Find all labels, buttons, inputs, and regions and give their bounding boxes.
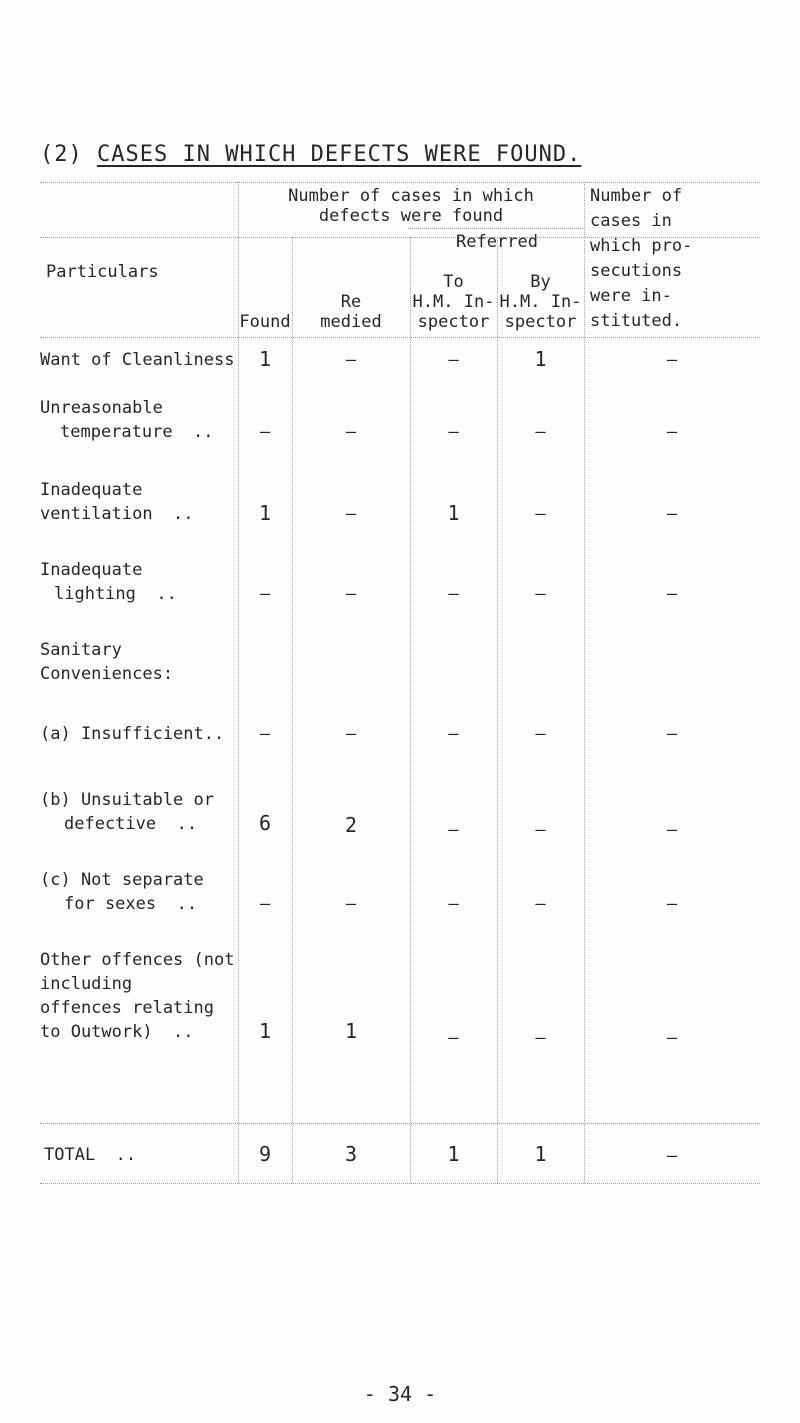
row-label-unsuitable-line2: defective .. — [64, 814, 198, 834]
header-prosecutions-line4: secutions — [590, 261, 683, 281]
cell-referred-to: — — [448, 1028, 459, 1048]
cell-prosecutions: — — [666, 504, 678, 524]
table-header-bottom-rule — [40, 337, 760, 338]
cell-remedied: 2 — [344, 813, 358, 837]
cell-prosecutions: — — [666, 894, 678, 914]
row-label-other-line2: including — [40, 974, 133, 994]
cell-referred-to: — — [448, 350, 459, 370]
total-found: 9 — [258, 1142, 272, 1166]
cell-found: 1 — [258, 501, 272, 525]
header-to-line3: spector — [417, 312, 490, 332]
cell-prosecutions: — — [666, 350, 678, 370]
header-prosecutions-line3: which pro- — [590, 236, 693, 256]
cell-referred-by: — — [535, 820, 546, 840]
row-label-sanitary-line2: Conveniences: — [40, 664, 174, 684]
cell-referred-to: — — [448, 584, 459, 604]
total-referred-to: 1 — [447, 1142, 460, 1166]
cell-prosecutions: — — [666, 584, 678, 604]
header-group-line1: Number of cases in which — [288, 186, 534, 206]
row-label-unsuitable-line1: (b) Unsuitable or — [40, 790, 214, 810]
cell-remedied: — — [345, 504, 357, 524]
table-total-rule — [40, 1123, 760, 1124]
header-by-line1: By — [530, 272, 551, 292]
row-label-lighting-line1: Inadequate — [40, 560, 143, 580]
row-label-other-line3: offences relating — [40, 998, 214, 1018]
cell-prosecutions: — — [666, 422, 678, 442]
table-bottom-rule — [40, 1183, 760, 1184]
row-label-other-line1: Other offences (not — [40, 950, 235, 970]
cell-found: 1 — [258, 347, 272, 371]
header-to-line2: H.M. In- — [412, 292, 495, 312]
header-prosecutions-line5: were in- — [590, 286, 672, 306]
cell-referred-to: — — [448, 820, 459, 840]
cell-found: — — [259, 422, 271, 442]
header-referred: Referred — [456, 232, 538, 252]
cell-prosecutions: — — [666, 724, 678, 744]
header-remedied-line2: medied — [320, 312, 382, 332]
col-rule-found — [292, 237, 293, 1183]
header-group-line2: defects were found — [318, 206, 504, 226]
cell-found: — — [259, 584, 271, 604]
row-label-separate-line2: for sexes .. — [64, 894, 198, 914]
cell-referred-by: — — [535, 894, 546, 914]
row-label-lighting-line2: lighting .. — [54, 584, 177, 604]
header-to-line1: To — [443, 272, 464, 292]
header-remedied-line1: Re — [340, 292, 362, 312]
page-number: - 34 - — [363, 1382, 437, 1406]
row-label-other-line4: to Outwork) .. — [40, 1022, 194, 1042]
row-label-insufficient: (a) Insufficient.. — [40, 724, 225, 744]
total-referred-by: 1 — [534, 1142, 547, 1166]
header-by-line2: H.M. In- — [499, 292, 582, 312]
header-particulars: Particulars — [46, 262, 159, 282]
cell-referred-to: — — [448, 724, 459, 744]
section-heading — [40, 142, 581, 167]
cell-prosecutions: — — [666, 820, 678, 840]
header-found: Found — [239, 312, 291, 332]
cell-remedied: — — [345, 422, 357, 442]
section-number: (2) — [40, 142, 83, 167]
total-prosecutions: — — [666, 1146, 678, 1166]
section-title: CASES IN WHICH DEFECTS WERE FOUND. — [97, 142, 582, 167]
header-by-line3: spector — [504, 312, 577, 332]
cell-referred-by: — — [535, 724, 546, 744]
cell-referred-by: — — [535, 422, 546, 442]
total-remedied: 3 — [344, 1142, 358, 1166]
total-label: TOTAL .. — [44, 1145, 137, 1165]
cell-referred-by: — — [535, 1028, 546, 1048]
cell-remedied: — — [345, 894, 357, 914]
cell-found: 6 — [258, 811, 272, 835]
table-top-rule — [40, 182, 760, 183]
cell-remedied: — — [345, 350, 357, 370]
cell-referred-to: 1 — [447, 501, 460, 525]
cell-prosecutions: — — [666, 1028, 678, 1048]
row-label-ventilation-line2: ventilation .. — [40, 504, 194, 524]
cell-referred-by: 1 — [534, 347, 547, 371]
row-label-separate-line1: (c) Not separate — [40, 870, 204, 890]
referred-rule — [408, 228, 583, 229]
cell-found: — — [259, 894, 271, 914]
row-label-cleanliness: Want of Cleanliness — [40, 350, 235, 370]
header-prosecutions-line1: Number of — [590, 186, 683, 206]
cell-remedied: — — [345, 724, 357, 744]
cell-referred-to: — — [448, 422, 459, 442]
cell-remedied: — — [345, 584, 357, 604]
cell-found: — — [259, 724, 271, 744]
row-label-sanitary-line1: Sanitary — [40, 640, 122, 660]
cell-referred-to: — — [448, 894, 459, 914]
row-label-ventilation-line1: Inadequate — [40, 480, 143, 500]
row-label-temperature-line2: temperature .. — [60, 422, 214, 442]
row-label-temperature-line1: Unreasonable — [40, 398, 163, 418]
cell-found: 1 — [258, 1019, 272, 1043]
cell-remedied: 1 — [344, 1019, 358, 1043]
cell-referred-by: — — [535, 584, 546, 604]
header-prosecutions-line6: stituted. — [590, 311, 683, 331]
header-prosecutions-line2: cases in — [590, 211, 672, 231]
cell-referred-by: — — [535, 504, 546, 524]
